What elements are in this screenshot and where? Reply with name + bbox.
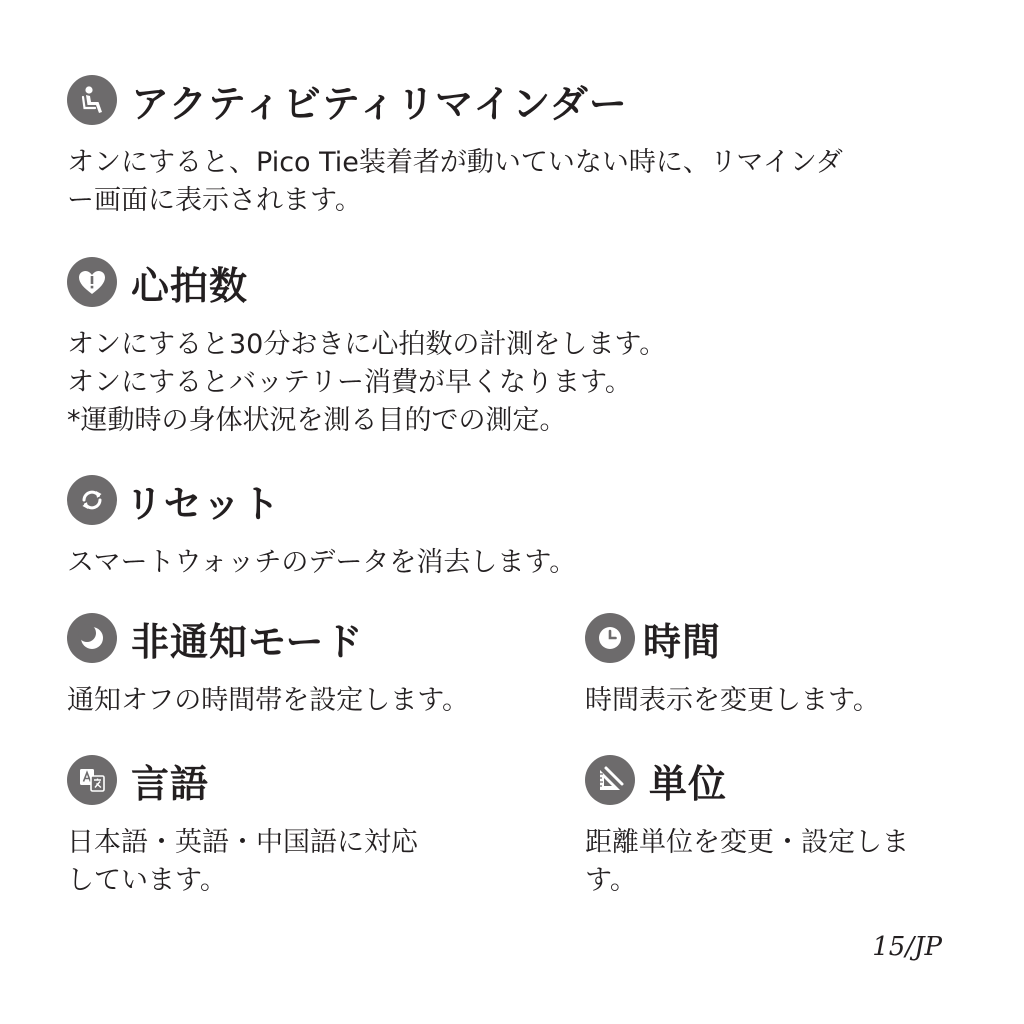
section-title: 言語 bbox=[131, 761, 210, 806]
section-description bbox=[67, 144, 843, 220]
page-number: 15/JP bbox=[872, 932, 942, 962]
description-line: オンにすると、Pico Tie装着者が動いていない時に、リマインダ bbox=[67, 147, 843, 178]
section-time bbox=[585, 610, 880, 720]
section-reset bbox=[67, 472, 576, 582]
section-description bbox=[585, 682, 880, 720]
section-do-not-disturb bbox=[67, 610, 469, 720]
moon-icon bbox=[67, 613, 117, 663]
description-line: 時間表示を変更します。 bbox=[585, 685, 880, 716]
section-description bbox=[585, 824, 909, 900]
section-title: 心拍数 bbox=[131, 263, 249, 308]
description-line: オンにするとバッテリー消費が早くなります。 bbox=[67, 367, 632, 398]
section-title: 非通知モード bbox=[131, 619, 364, 664]
description-line: す。 bbox=[585, 865, 637, 896]
section-description bbox=[67, 544, 576, 582]
description-line: 通知オフの時間帯を設定します。 bbox=[67, 685, 470, 716]
section-header bbox=[67, 72, 843, 128]
section-description bbox=[67, 682, 469, 720]
heart-icon bbox=[67, 257, 117, 307]
section-title: 時間 bbox=[643, 619, 722, 664]
section-header bbox=[67, 610, 469, 666]
description-line: 距離単位を変更・設定しま bbox=[585, 827, 909, 858]
section-title: アクティビティリマインダー bbox=[131, 81, 628, 126]
clock-icon bbox=[585, 613, 635, 663]
section-title: リセット bbox=[125, 481, 281, 526]
description-line: オンにすると30分おきに心拍数の計測をします。 bbox=[67, 329, 667, 360]
section-description bbox=[67, 326, 666, 440]
section-activity-reminder bbox=[67, 72, 843, 220]
section-header bbox=[585, 752, 909, 808]
description-line: スマートウォッチのデータを消去します。 bbox=[67, 547, 577, 578]
section-description bbox=[67, 824, 418, 900]
section-title: 単位 bbox=[649, 761, 728, 806]
ruler-triangle-icon bbox=[585, 755, 635, 805]
section-units bbox=[585, 752, 909, 900]
description-line: 日本語・英語・中国語に対応 bbox=[67, 827, 418, 858]
translate-icon bbox=[67, 755, 117, 805]
section-header bbox=[67, 472, 576, 528]
person-sitting-icon bbox=[67, 75, 117, 125]
section-heart-rate bbox=[67, 254, 666, 440]
description-line: しています。 bbox=[67, 865, 227, 896]
section-header bbox=[67, 254, 666, 310]
description-line: *運動時の身体状況を測る目的での測定。 bbox=[67, 405, 567, 436]
section-language bbox=[67, 752, 418, 900]
section-header bbox=[67, 752, 418, 808]
description-line: ー画面に表示されます。 bbox=[67, 185, 362, 216]
reset-arrows-icon bbox=[67, 475, 117, 525]
section-header bbox=[585, 610, 880, 666]
